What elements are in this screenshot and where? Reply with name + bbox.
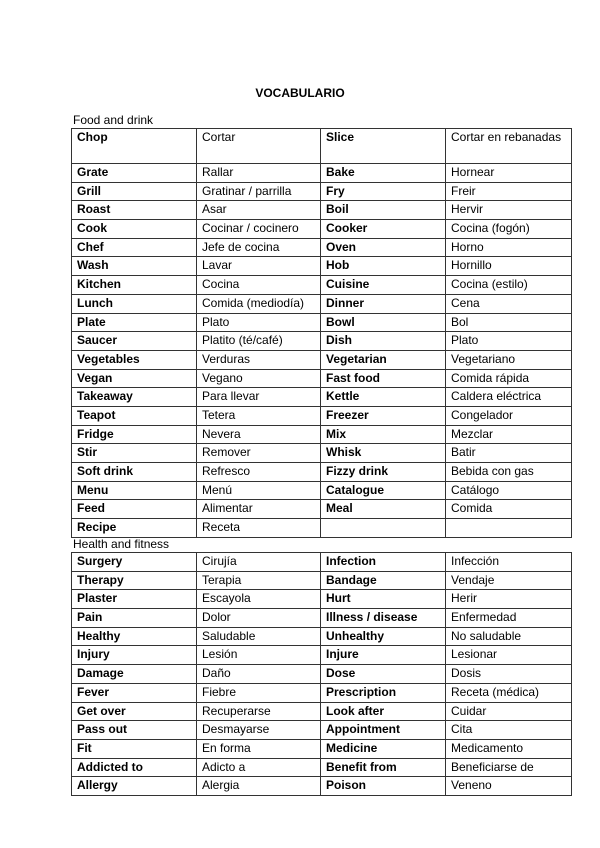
term-en-cell: Damage	[72, 665, 197, 684]
table-row	[72, 481, 572, 500]
term-es-cell: Receta (médica)	[446, 683, 572, 702]
term-en-cell: Fizzy drink	[321, 463, 446, 482]
table-row	[72, 665, 572, 684]
term-es-cell: Caldera eléctrica	[446, 388, 572, 407]
table-row	[72, 369, 572, 388]
term-es-cell: Remover	[197, 444, 321, 463]
table-row	[72, 388, 572, 407]
term-en-cell: Mix	[321, 425, 446, 444]
term-en-cell: Dish	[321, 332, 446, 351]
term-en-cell: Saucer	[72, 332, 197, 351]
table-row	[72, 702, 572, 721]
term-en-cell: Healthy	[72, 627, 197, 646]
table-row	[72, 182, 572, 201]
term-en-cell: Menu	[72, 481, 197, 500]
term-en-cell: Slice	[321, 129, 446, 164]
table-row	[72, 332, 572, 351]
term-es-cell: Mezclar	[446, 425, 572, 444]
term-en-cell: Grate	[72, 164, 197, 183]
term-es-cell: Horno	[446, 238, 572, 257]
term-es-cell: Cirujía	[197, 553, 321, 572]
term-es-cell: Batir	[446, 444, 572, 463]
table-row	[72, 590, 572, 609]
term-es-cell: Vendaje	[446, 571, 572, 590]
term-en-cell: Prescription	[321, 683, 446, 702]
term-es-cell: Cuidar	[446, 702, 572, 721]
table-row	[72, 238, 572, 257]
table-row	[72, 406, 572, 425]
term-es-cell: Medicamento	[446, 739, 572, 758]
term-en-cell: Medicine	[321, 739, 446, 758]
table-row	[72, 571, 572, 590]
table-row	[72, 646, 572, 665]
term-es-cell: Alergia	[197, 777, 321, 796]
term-en-cell: Catalogue	[321, 481, 446, 500]
term-es-cell: Herir	[446, 590, 572, 609]
term-es-cell: Hornillo	[446, 257, 572, 276]
term-en-cell: Dinner	[321, 294, 446, 313]
table-row	[72, 777, 572, 796]
term-en-cell: Allergy	[72, 777, 197, 796]
table-row	[72, 519, 572, 538]
term-es-cell: Fiebre	[197, 683, 321, 702]
table-row	[72, 164, 572, 183]
term-en-cell: Fry	[321, 182, 446, 201]
table-row	[72, 257, 572, 276]
term-es-cell: Veneno	[446, 777, 572, 796]
term-es-cell: Lesionar	[446, 646, 572, 665]
term-en-cell: Teapot	[72, 406, 197, 425]
term-es-cell: Bol	[446, 313, 572, 332]
term-es-cell: No saludable	[446, 627, 572, 646]
term-en-cell: Bowl	[321, 313, 446, 332]
term-en-cell: Illness / disease	[321, 609, 446, 628]
term-es-cell: Gratinar / parrilla	[197, 182, 321, 201]
term-es-cell: Para llevar	[197, 388, 321, 407]
table-row	[72, 201, 572, 220]
term-es-cell: Terapia	[197, 571, 321, 590]
term-en-cell: Hob	[321, 257, 446, 276]
term-en-cell: Surgery	[72, 553, 197, 572]
table-row	[72, 220, 572, 239]
term-es-cell: En forma	[197, 739, 321, 758]
term-en-cell: Recipe	[72, 519, 197, 538]
term-en-cell: Bandage	[321, 571, 446, 590]
term-es-cell: Rallar	[197, 164, 321, 183]
term-es-cell: Cita	[446, 721, 572, 740]
term-es-cell: Daño	[197, 665, 321, 684]
term-en-cell: Lunch	[72, 294, 197, 313]
term-en-cell: Meal	[321, 500, 446, 519]
term-en-cell: Oven	[321, 238, 446, 257]
term-es-cell: Bebida con gas	[446, 463, 572, 482]
term-es-cell: Cocina	[197, 276, 321, 295]
term-en-cell	[321, 519, 446, 538]
table-row	[72, 276, 572, 295]
term-en-cell: Kitchen	[72, 276, 197, 295]
table-row	[72, 553, 572, 572]
term-en-cell: Poison	[321, 777, 446, 796]
term-en-cell: Pass out	[72, 721, 197, 740]
term-en-cell: Whisk	[321, 444, 446, 463]
table-row	[72, 721, 572, 740]
table-row	[72, 444, 572, 463]
table-row	[72, 129, 572, 164]
term-es-cell: Comida	[446, 500, 572, 519]
term-es-cell: Hornear	[446, 164, 572, 183]
term-en-cell: Stir	[72, 444, 197, 463]
term-en-cell: Vegetables	[72, 350, 197, 369]
table-row	[72, 609, 572, 628]
term-en-cell: Appointment	[321, 721, 446, 740]
term-es-cell: Escayola	[197, 590, 321, 609]
term-es-cell: Verduras	[197, 350, 321, 369]
term-en-cell: Takeaway	[72, 388, 197, 407]
term-en-cell: Freezer	[321, 406, 446, 425]
term-en-cell: Fridge	[72, 425, 197, 444]
term-es-cell: Jefe de cocina	[197, 238, 321, 257]
term-en-cell: Injury	[72, 646, 197, 665]
term-es-cell: Cocina (fogón)	[446, 220, 572, 239]
term-es-cell: Recuperarse	[197, 702, 321, 721]
table-row	[72, 627, 572, 646]
term-en-cell: Grill	[72, 182, 197, 201]
term-es-cell: Desmayarse	[197, 721, 321, 740]
term-es-cell: Lesión	[197, 646, 321, 665]
table-row	[72, 683, 572, 702]
term-es-cell: Congelador	[446, 406, 572, 425]
term-es-cell: Cortar	[197, 129, 321, 164]
term-en-cell: Look after	[321, 702, 446, 721]
term-es-cell: Menú	[197, 481, 321, 500]
vocab-table-health	[71, 552, 572, 796]
term-es-cell: Comida rápida	[446, 369, 572, 388]
term-en-cell: Soft drink	[72, 463, 197, 482]
term-es-cell: Infección	[446, 553, 572, 572]
term-en-cell: Dose	[321, 665, 446, 684]
term-en-cell: Get over	[72, 702, 197, 721]
term-en-cell: Pain	[72, 609, 197, 628]
term-en-cell: Wash	[72, 257, 197, 276]
term-es-cell: Adicto a	[197, 758, 321, 777]
section-heading-food: Food and drink	[73, 113, 154, 127]
term-es-cell: Tetera	[197, 406, 321, 425]
term-es-cell: Plato	[446, 332, 572, 351]
term-en-cell: Chef	[72, 238, 197, 257]
term-en-cell: Hurt	[321, 590, 446, 609]
term-en-cell: Benefit from	[321, 758, 446, 777]
term-en-cell: Fast food	[321, 369, 446, 388]
term-en-cell: Plate	[72, 313, 197, 332]
term-en-cell: Fit	[72, 739, 197, 758]
term-es-cell: Cortar en rebanadas	[446, 129, 572, 164]
term-es-cell: Cena	[446, 294, 572, 313]
term-es-cell: Plato	[197, 313, 321, 332]
term-en-cell: Unhealthy	[321, 627, 446, 646]
term-es-cell: Freir	[446, 182, 572, 201]
term-en-cell: Plaster	[72, 590, 197, 609]
term-es-cell: Nevera	[197, 425, 321, 444]
vocab-table-food	[71, 128, 572, 538]
term-en-cell: Cook	[72, 220, 197, 239]
term-es-cell: Dosis	[446, 665, 572, 684]
term-es-cell: Saludable	[197, 627, 321, 646]
term-en-cell: Roast	[72, 201, 197, 220]
term-es-cell: Platito (té/café)	[197, 332, 321, 351]
term-es-cell: Asar	[197, 201, 321, 220]
term-es-cell: Enfermedad	[446, 609, 572, 628]
term-en-cell: Fever	[72, 683, 197, 702]
section-heading-health: Health and fitness	[73, 537, 170, 551]
table-row	[72, 350, 572, 369]
term-en-cell: Addicted to	[72, 758, 197, 777]
term-en-cell: Cooker	[321, 220, 446, 239]
term-en-cell: Kettle	[321, 388, 446, 407]
term-en-cell: Therapy	[72, 571, 197, 590]
term-es-cell: Cocina (estilo)	[446, 276, 572, 295]
table-row	[72, 500, 572, 519]
table-row	[72, 425, 572, 444]
term-es-cell: Receta	[197, 519, 321, 538]
table-row	[72, 739, 572, 758]
term-es-cell: Cocinar / cocinero	[197, 220, 321, 239]
term-es-cell: Catálogo	[446, 481, 572, 500]
term-en-cell: Boil	[321, 201, 446, 220]
term-es-cell	[446, 519, 572, 538]
term-es-cell: Comida (mediodía)	[197, 294, 321, 313]
term-es-cell: Dolor	[197, 609, 321, 628]
term-es-cell: Refresco	[197, 463, 321, 482]
table-row	[72, 313, 572, 332]
term-es-cell: Alimentar	[197, 500, 321, 519]
term-es-cell: Hervir	[446, 201, 572, 220]
term-en-cell: Infection	[321, 553, 446, 572]
term-es-cell: Beneficiarse de	[446, 758, 572, 777]
term-en-cell: Feed	[72, 500, 197, 519]
term-en-cell: Bake	[321, 164, 446, 183]
term-es-cell: Vegetariano	[446, 350, 572, 369]
term-es-cell: Lavar	[197, 257, 321, 276]
table-row	[72, 463, 572, 482]
term-en-cell: Injure	[321, 646, 446, 665]
term-en-cell: Vegan	[72, 369, 197, 388]
page-title: VOCABULARIO	[255, 86, 345, 100]
term-en-cell: Cuisine	[321, 276, 446, 295]
term-es-cell: Vegano	[197, 369, 321, 388]
table-row	[72, 294, 572, 313]
term-en-cell: Chop	[72, 129, 197, 164]
table-row	[72, 758, 572, 777]
term-en-cell: Vegetarian	[321, 350, 446, 369]
